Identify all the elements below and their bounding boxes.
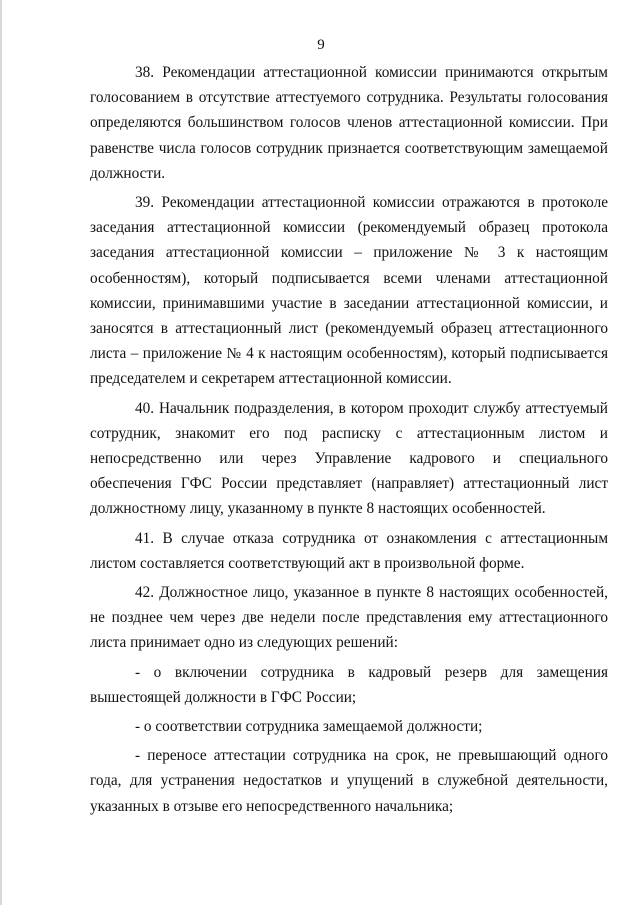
- page-number: 9: [317, 37, 325, 53]
- document-body: [90, 60, 608, 823]
- paragraph-41: 41. В случае отказа сотрудника от ознакомления с аттестационным листом составляется соответствующий акт в произвольной форме.: [90, 529, 608, 572]
- paragraph-39: 39. Рекомендации аттестационной комиссии отражаются в протоколе заседания аттестационной комиссии (рекомендуемый образец протокола заседания аттестационной комиссии – приложение № 3 к настоящим особенностям), который подписывается всеми членами аттестационной комиссии, принимавшими участие в заседании аттестационной комиссии, и заносятся в аттестационный лист (рекомендуемый образец аттестационного листа – приложение № 4 к настоящим особенностям), который подписывается председателем и секретарем аттестационной комиссии.: [90, 194, 608, 388]
- paragraph-38: 38. Рекомендации аттестационной комиссии принимаются открытым голосованием в отсутствие аттестуемого сотрудника. Результаты голосования определяются большинством голосов членов аттестационной комиссии. При равенстве числа голосов сотрудник признается соответствующим замещаемой должности.: [90, 64, 608, 182]
- paragraph-40: 40. Начальник подразделения, в котором проходит службу аттестуемый сотрудник, знакомит его под расписку с аттестационным листом и непосредственно или через Управление кадрового и специального обеспечения ГФС России представляет (направляет) аттестационный лист должностному лицу, указанному в пункте 8 настоящих особенностей.: [90, 399, 608, 518]
- decision-item-conformity: - о соответствии сотрудника замещаемой должности;: [135, 718, 483, 736]
- decision-item-postpone: - переносе аттестации сотрудника на срок, не превышающий одного года, для устранения недостатков и упущений в служебной деятельности, указанных в отзыве его непосредственного начальника;: [90, 747, 608, 815]
- decision-item-reserve: - о включении сотрудника в кадровый резерв для замещения вышестоящей должности в ГФС России;: [90, 663, 608, 706]
- paragraph-42: 42. Должностное лицо, указанное в пункте 8 настоящих особенностей, не позднее чем через две недели после представления ему аттестационного листа принимает одно из следующих решений:: [90, 584, 608, 652]
